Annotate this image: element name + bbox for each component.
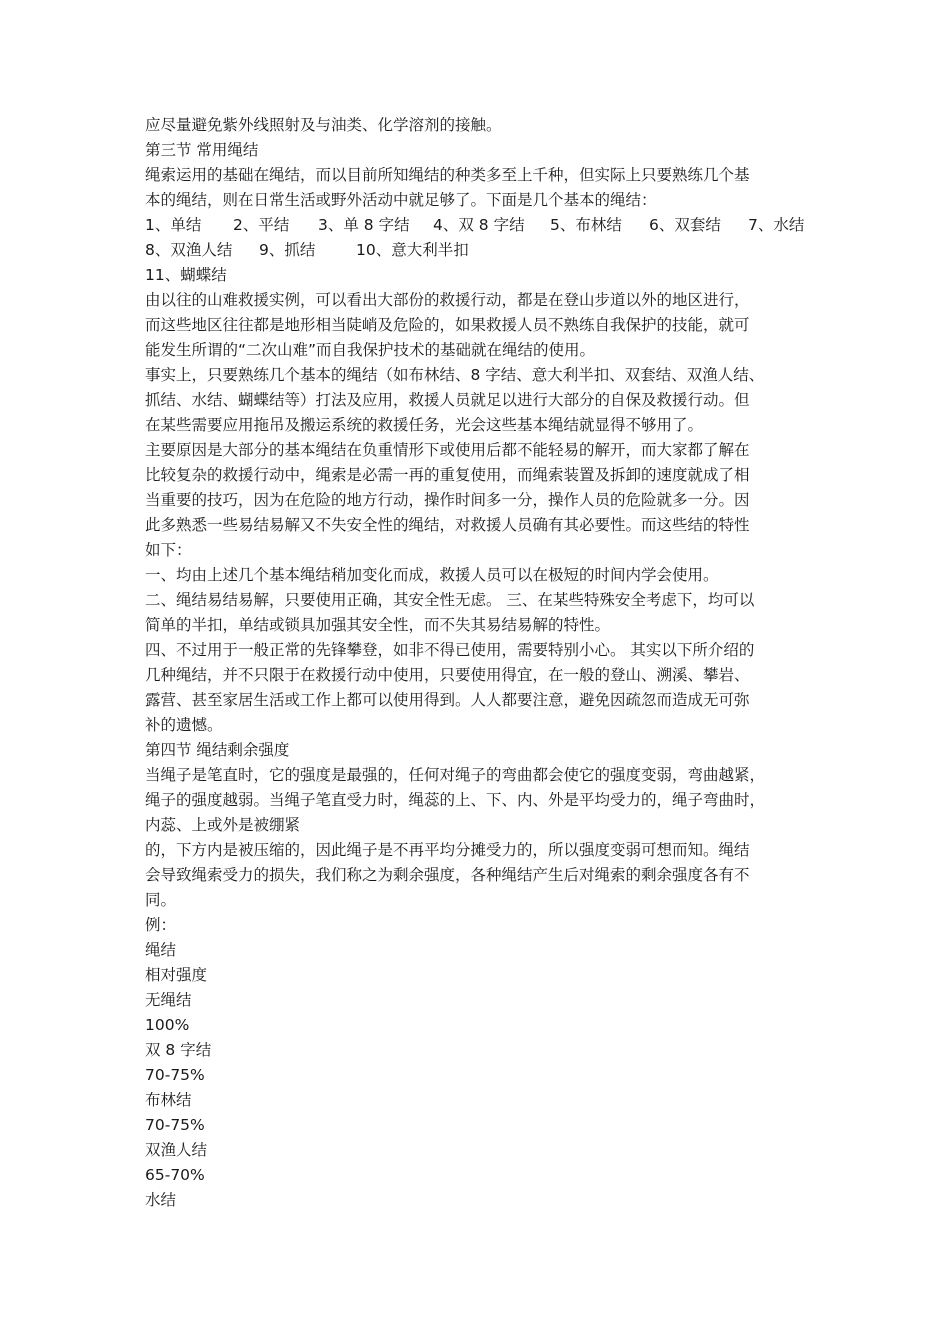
text-line: 应尽量避免紫外线照射及与油类、化学溶剂的接触。 xyxy=(145,116,502,134)
table-cell: 70-75% xyxy=(145,1116,205,1134)
knot-list-item: 3、单 8 字结 xyxy=(318,216,410,234)
section-heading: 第三节 常用绳结 xyxy=(145,141,259,159)
text-line: 四、不过用于一般正常的先锋攀登，如非不得已使用，需要特别小心。 其实以下所介绍的 xyxy=(145,641,755,659)
table-cell: 布林结 xyxy=(145,1091,192,1109)
text-line: 抓结、水结、蝴蝶结等）打法及应用，救援人员就足以进行大部分的自保及救援行动。但 xyxy=(145,391,750,409)
text-line: 本的绳结，则在日常生活或野外活动中就足够了。下面是几个基本的绳结： xyxy=(145,191,657,209)
knot-list-item: 5、布林结 xyxy=(550,216,622,234)
text-line: 在某些需要应用拖吊及搬运系统的救援任务，光会这些基本绳结就显得不够用了。 xyxy=(145,416,704,434)
table-cell: 相对强度 xyxy=(145,966,208,984)
text-line: 的，下方内是被压缩的，因此绳子是不再平均分摊受力的，所以强度变弱可想而知。绳结 xyxy=(145,841,750,859)
knot-list-item: 6、双套结 xyxy=(649,216,721,234)
text-line: 几种绳结，并不只限于在救援行动中使用，只要使用得宜，在一般的登山、溯溪、攀岩、 xyxy=(145,666,750,684)
section-heading: 第四节 绳结剩余强度 xyxy=(145,741,290,759)
table-cell: 70-75% xyxy=(145,1066,205,1084)
table-cell: 水结 xyxy=(145,1191,177,1209)
text-line: 简单的半扣，单结或锁具加强其安全性，而不失其易结易解的特性。 xyxy=(145,616,611,634)
text-line: 能发生所谓的“二次山难”而自我保护技术的基础就在绳结的使用。 xyxy=(145,341,596,359)
knot-list-item: 8、双渔人结 xyxy=(145,241,233,259)
text-line: 内蕊、上或外是被绷紧 xyxy=(145,816,301,834)
knot-list-item: 7、水结 xyxy=(748,216,805,234)
text-line: 比较复杂的救援行动中，绳索是必需一再的重复使用，而绳索装置及拆卸的速度就成了相 xyxy=(145,466,750,484)
knot-list-row xyxy=(145,213,825,238)
text-line: 由以往的山难救援实例，可以看出大部份的救援行动，都是在登山步道以外的地区进行， xyxy=(145,291,750,309)
table-cell: 绳结 xyxy=(145,941,177,959)
text-line: 当绳子是笔直时，它的强度是最强的，任何对绳子的弯曲都会使它的强度变弱，弯曲越紧， xyxy=(145,766,766,784)
text-line: 二、绳结易结易解，只要使用正确，其安全性无虑。 三、在某些特殊安全考虑下，均可以 xyxy=(145,591,755,609)
knot-list-item: 9、抓结 xyxy=(259,241,316,259)
knot-list-item: 2、平结 xyxy=(233,216,290,234)
text-line: 露营、甚至家居生活或工作上都可以使用得到。人人都要注意，避免因疏忽而造成无可弥 xyxy=(145,691,750,709)
text-line: 此多熟悉一些易结易解又不失安全性的绳结，对救援人员确有其必要性。而这些结的特性 xyxy=(145,516,750,534)
table-cell: 双渔人结 xyxy=(145,1141,208,1159)
text-line: 例： xyxy=(145,916,177,934)
text-line: 补的遗憾。 xyxy=(145,716,223,734)
knot-list-item: 10、意大利半扣 xyxy=(356,241,469,259)
text-line: 而这些地区往往都是地形相当陡峭及危险的，如果救援人员不熟练自我保护的技能，就可 xyxy=(145,316,750,334)
knot-list-row xyxy=(145,238,825,263)
text-line: 如下： xyxy=(145,541,192,559)
text-line: 绳索运用的基础在绳结，而以目前所知绳结的种类多至上千种，但实际上只要熟练几个基 xyxy=(145,166,750,184)
text-line: 同。 xyxy=(145,891,177,909)
text-line: 11、蝴蝶结 xyxy=(145,266,227,284)
table-cell: 无绳结 xyxy=(145,991,192,1009)
text-line: 事实上，只要熟练几个基本的绳结（如布林结、8 字结、意大利半扣、双套结、双渔人结、 xyxy=(145,366,765,384)
text-line: 会导致绳索受力的损失，我们称之为剩余强度，各种绳结产生后对绳索的剩余强度各有不 xyxy=(145,866,750,884)
knot-list-item: 1、单结 xyxy=(145,216,202,234)
text-line: 主要原因是大部分的基本绳结在负重情形下或使用后都不能轻易的解开，而大家都了解在 xyxy=(145,441,750,459)
text-line: 一、均由上述几个基本绳结稍加变化而成，救援人员可以在极短的时间内学会使用。 xyxy=(145,566,719,584)
text-line: 绳子的强度越弱。当绳子笔直受力时，绳蕊的上、下、内、外是平均受力的，绳子弯曲时， xyxy=(145,791,766,809)
table-cell: 100% xyxy=(145,1016,190,1034)
text-line: 当重要的技巧，因为在危险的地方行动，操作时间多一分，操作人员的危险就多一分。因 xyxy=(145,491,750,509)
table-cell: 双 8 字结 xyxy=(145,1041,212,1059)
table-cell: 65-70% xyxy=(145,1166,205,1184)
document-page xyxy=(145,113,825,1213)
knot-list-item: 4、双 8 字结 xyxy=(433,216,525,234)
